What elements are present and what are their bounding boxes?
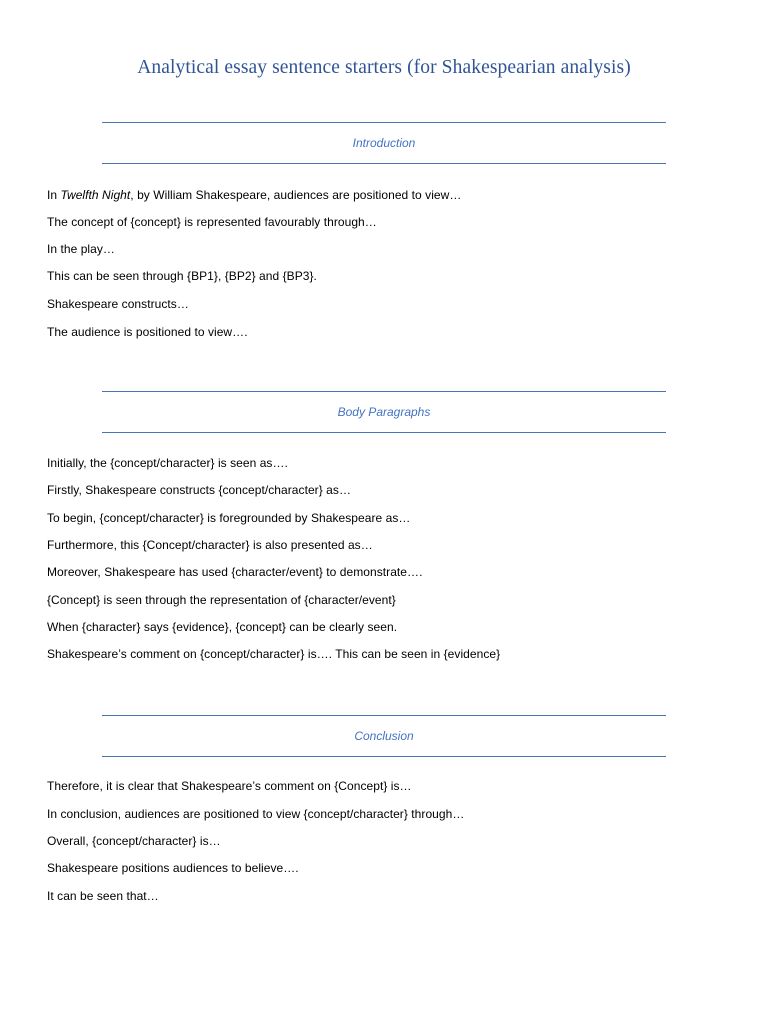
body-line: Shakespeare’s comment on {concept/character} is…. This can be seen in {evidence} (47, 647, 501, 661)
conclusion-line: In conclusion, audiences are positioned to view {concept/character} through… (47, 807, 465, 821)
play-title: Twelfth Night (60, 188, 131, 202)
intro-line-suffix: , by William Shakespeare, audiences are positioned to view… (130, 188, 462, 202)
body-line: Initially, the {concept/character} is seen as…. (47, 456, 288, 470)
intro-line: Shakespeare constructs… (47, 297, 189, 311)
body-line: Firstly, Shakespeare constructs {concept/character} as… (47, 483, 351, 497)
conclusion-line: It can be seen that… (47, 889, 159, 903)
body-line: Furthermore, this {Concept/character} is also presented as… (47, 538, 373, 552)
intro-line: The audience is positioned to view…. (47, 325, 248, 339)
intro-line: This can be seen through {BP1}, {BP2} and {BP3}. (47, 269, 317, 283)
intro-line: In the play… (47, 242, 115, 256)
intro-line: The concept of {concept} is represented favourably through… (47, 215, 377, 229)
conclusion-line: Overall, {concept/character} is… (47, 834, 221, 848)
section-heading-conclusion: Conclusion (102, 715, 666, 757)
conclusion-line: Therefore, it is clear that Shakespeare’s comment on {Concept} is… (47, 779, 412, 793)
intro-line (47, 188, 461, 202)
body-line: Moreover, Shakespeare has used {character/event} to demonstrate…. (47, 565, 423, 579)
intro-line-prefix: In (47, 188, 61, 202)
document-title: Analytical essay sentence starters (for Shakespearian analysis) (137, 57, 631, 78)
body-line: To begin, {concept/character} is foregrounded by Shakespeare as… (47, 511, 411, 525)
body-line: {Concept} is seen through the representation of {character/event} (47, 593, 396, 607)
section-heading-body-paragraphs: Body Paragraphs (102, 391, 666, 433)
body-line: When {character} says {evidence}, {concept} can be clearly seen. (47, 620, 398, 634)
conclusion-line: Shakespeare positions audiences to believe…. (47, 861, 299, 875)
section-heading-introduction: Introduction (102, 122, 666, 164)
